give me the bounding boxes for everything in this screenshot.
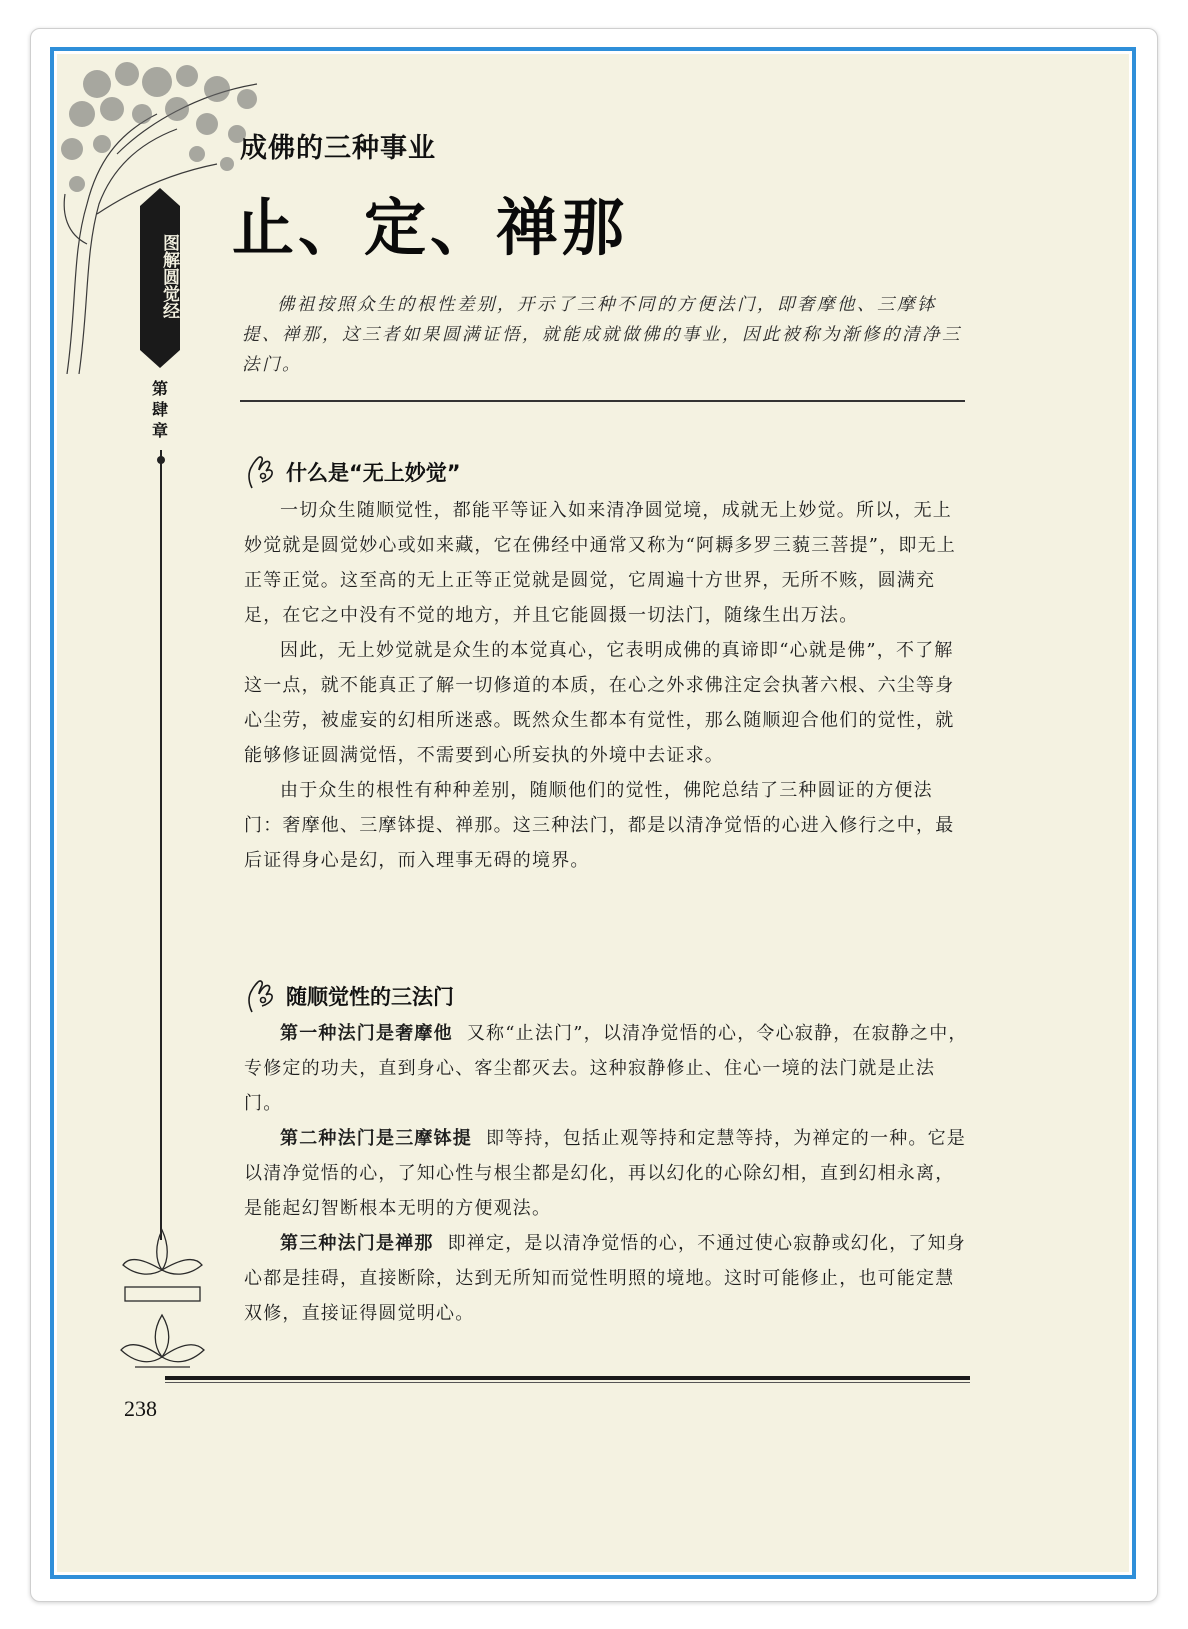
paragraph [244,1121,968,1226]
section-divider [240,400,965,402]
paragraph [244,1016,968,1121]
intro-paragraph: 佛祖按照众生的根性差别，开示了三种不同的方便法门，即奢摩他、三摩钵提、禅那，这三者如果圆满证悟，就能成就做佛的事业，因此被称为渐修的清净三法门。 [242,295,962,375]
paragraph-lead: 第三种法门是禅那 [280,1233,434,1254]
paragraph: 因此，无上妙觉就是众生的本觉真心，它表明成佛的真谛即“心就是佛”，不了解这一点，就不能真正了解一切修道的本质，在心之外求佛注定会执著六根、六尘等身心尘劳，被虚妄的幻相所迷惑。既然众生都本有觉性，那么随顺迎合他们的觉性，就能够修证圆满觉悟，不需要到心所妄执的外境中去证求。 [244,640,955,766]
section-heading-text: 随顺觉性的三法门 [286,985,454,1009]
footer-rule-thin [165,1382,970,1383]
section-heading [244,978,454,1014]
paragraph-text: 即等持，包括止观等持和定慧等持，为禅定的一种。它是以清净觉悟的心，了知心性与根尘都是幻化，再以幻化的心除幻相，直到幻相永离，是能起幻智断根本无明的方便观法。 [244,1128,966,1219]
sidebar-rule [160,450,162,1240]
section-heading-text: 什么是“无上妙觉” [286,461,461,485]
page-number: 238 [124,1396,157,1421]
paragraph-text: 即禅定，是以清净觉悟的心，不通过使心寂静或幻化，了知身心都是挂碍，直接断除，达到无所知而觉性明照的境地。这时可能修止，也可能定慧双修，直接证得圆觉明心。 [244,1233,967,1324]
paragraph-lead: 第一种法门是奢摩他 [280,1023,453,1044]
hand-mudra-icon [244,978,278,1014]
paragraph: 由于众生的根性有种种差别，随顺他们的觉性，佛陀总结了三种圆证的方便法门：奢摩他、三摩钵提、禅那。这三种法门，都是以清净觉悟的心进入修行之中，最后证得身心是幻，而入理事无碍的境界。 [244,780,955,871]
footer-rule [165,1376,970,1380]
page-title: 止、定、禅那 [232,191,629,264]
section-body [244,1016,968,1331]
hand-mudra-icon [244,454,278,490]
paragraph-text: 又称“止法门”，以清净觉悟的心，令心寂静，在寂静之中，专修定的功夫，直到身心、客尘都灭去。这种寂静修止、住心一境的法门就是止法门。 [244,1023,968,1114]
chapter-label: 第肆章 [151,379,168,440]
paragraph [244,1226,968,1331]
section-body [244,493,968,878]
paragraph: 一切众生随顺觉性，都能平等证入如来清净圆觉境，成就无上妙觉。所以，无上妙觉就是圆觉妙心或如来藏，它在佛经中通常又称为“阿耨多罗三藐三菩提”，即无上正等正觉。这至高的无上正等正觉就是圆觉，它周遍十方世界，无所不赅，圆满充足，在它之中没有不觉的地方，并且它能圆摄一切法门，随缘生出万法。 [244,500,957,626]
page-subtitle: 成佛的三种事业 [240,133,436,164]
paragraph-lead: 第二种法门是三摩钵提 [280,1128,472,1149]
sidebar-rule-dot [157,456,165,464]
book-title: 图解圆觉经 [159,233,179,319]
lotus-ornament-icon [115,1225,210,1370]
section-heading [244,454,461,490]
